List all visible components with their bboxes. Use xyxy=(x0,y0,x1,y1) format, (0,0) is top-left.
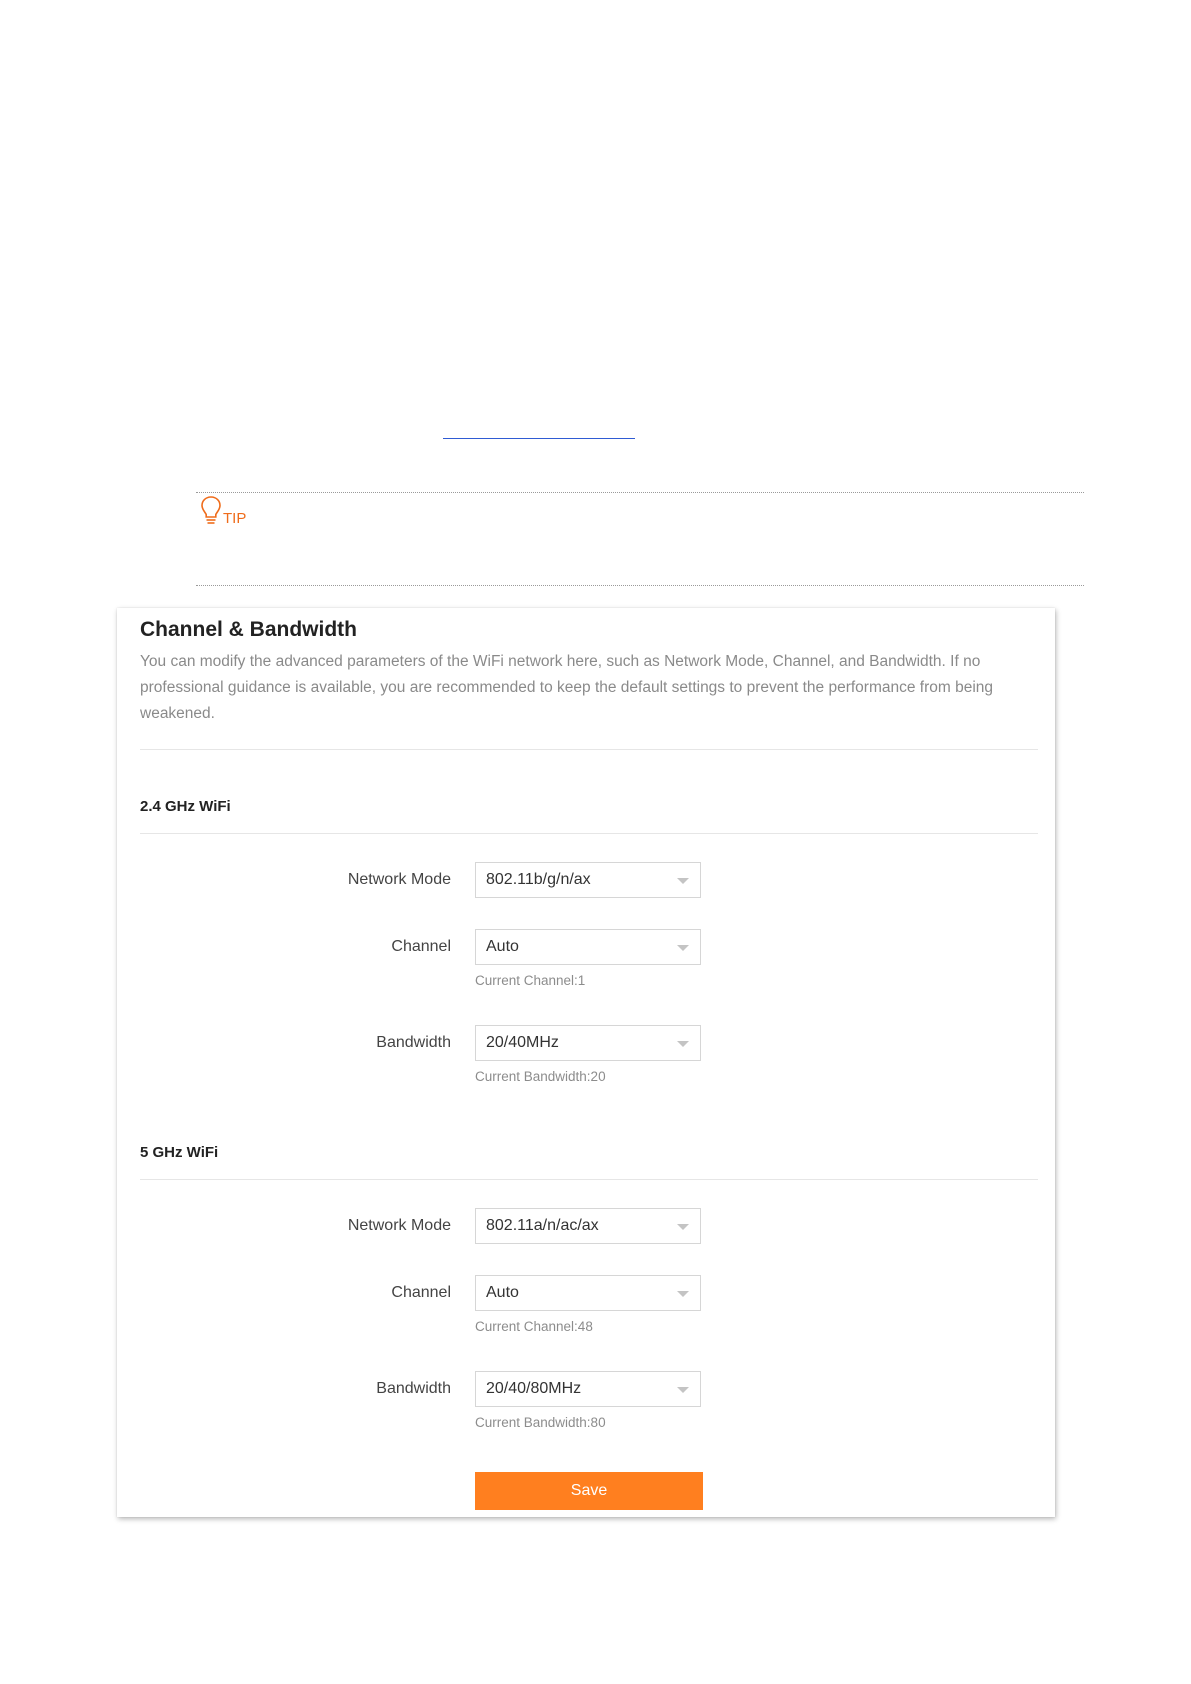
network-mode-value-2g: 802.11b/g/n/ax xyxy=(486,871,591,888)
bandwidth-value-2g: 20/40MHz xyxy=(486,1034,559,1051)
channel-label-5g: Channel xyxy=(391,1284,451,1301)
lightbulb-icon xyxy=(200,495,222,527)
chevron-down-icon xyxy=(677,945,689,951)
tip-top-divider xyxy=(196,492,1084,493)
hyperlink-underline[interactable] xyxy=(443,438,635,439)
tip-bottom-divider xyxy=(196,585,1084,586)
header-divider xyxy=(140,749,1038,750)
section-divider-2g xyxy=(140,833,1038,834)
channel-value-2g: Auto xyxy=(486,938,519,955)
channel-label-2g: Channel xyxy=(391,938,451,955)
bandwidth-label-5g: Bandwidth xyxy=(376,1380,451,1397)
current-bandwidth-5g: Current Bandwidth:80 xyxy=(475,1415,606,1430)
chevron-down-icon xyxy=(677,1224,689,1230)
current-channel-5g: Current Channel:48 xyxy=(475,1319,593,1334)
page-description: You can modify the advanced parameters of the WiFi network here, such as Network Mode, Channel, and Bandwidth. If no professional guidance is available, you are recommended to keep the default settings to prevent the performance from being weakened. xyxy=(140,653,994,722)
save-button[interactable]: Save xyxy=(475,1472,703,1510)
tip-label: TIP xyxy=(223,510,247,527)
bandwidth-select-5g[interactable] xyxy=(475,1371,701,1407)
chevron-down-icon xyxy=(677,1041,689,1047)
section-title-2g: 2.4 GHz WiFi xyxy=(140,798,231,815)
network-mode-select-5g[interactable] xyxy=(475,1208,701,1244)
channel-bandwidth-panel xyxy=(117,608,1055,1517)
chevron-down-icon xyxy=(677,1291,689,1297)
chevron-down-icon xyxy=(677,1387,689,1393)
page-title: Channel & Bandwidth xyxy=(140,618,357,641)
current-bandwidth-2g: Current Bandwidth:20 xyxy=(475,1069,606,1084)
section-divider-5g xyxy=(140,1179,1038,1180)
network-mode-label-2g: Network Mode xyxy=(347,871,451,888)
channel-select-2g[interactable] xyxy=(475,929,701,965)
channel-value-5g: Auto xyxy=(486,1284,519,1301)
bandwidth-value-5g: 20/40/80MHz xyxy=(486,1380,582,1397)
network-mode-value-5g: 802.11a/n/ac/ax xyxy=(486,1217,599,1234)
network-mode-select-2g[interactable] xyxy=(475,862,701,898)
bandwidth-select-2g[interactable] xyxy=(475,1025,701,1061)
section-title-5g: 5 GHz WiFi xyxy=(140,1144,219,1161)
bandwidth-label-2g: Bandwidth xyxy=(376,1034,451,1051)
tip-marker xyxy=(200,495,246,527)
chevron-down-icon xyxy=(677,878,689,884)
channel-select-5g[interactable] xyxy=(475,1275,701,1311)
network-mode-label-5g: Network Mode xyxy=(347,1217,451,1234)
current-channel-2g: Current Channel:1 xyxy=(475,973,586,988)
